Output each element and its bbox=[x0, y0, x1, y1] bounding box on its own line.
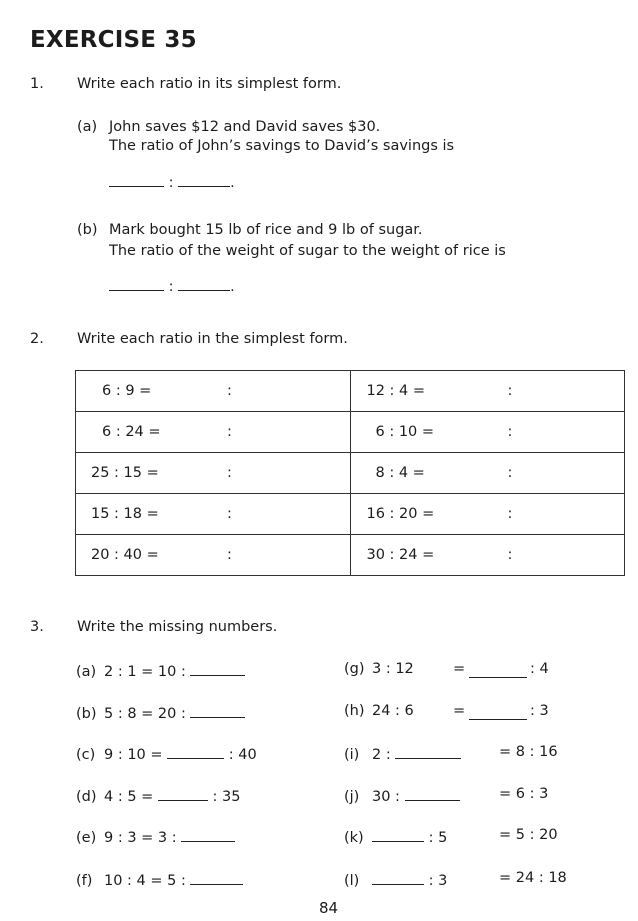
answer-colon: : bbox=[507, 424, 513, 440]
q3a-expression: 2 : 1 = 10 : bbox=[104, 664, 186, 680]
q3g-label: (g) bbox=[344, 661, 365, 677]
q1b-colon: : bbox=[168, 279, 174, 295]
q3d-label: (d) bbox=[76, 789, 97, 805]
q3c-tail: : 40 bbox=[228, 747, 257, 763]
q3b-expression: 5 : 8 = 20 : bbox=[104, 706, 186, 722]
q3d-expression: 4 : 5 = bbox=[104, 789, 154, 805]
q3f-item bbox=[76, 870, 243, 889]
q1a-line2: The ratio of John’s savings to David’s savings is bbox=[109, 138, 455, 154]
ratio-cell[interactable] bbox=[76, 494, 351, 535]
answer-colon: : bbox=[507, 506, 513, 522]
q3b-blank[interactable] bbox=[190, 703, 245, 718]
q3l-label: (l) bbox=[344, 873, 360, 889]
q1a-period: . bbox=[230, 175, 235, 191]
q1b-label: (b) bbox=[77, 222, 98, 238]
table-row bbox=[76, 453, 625, 494]
exercise-title: EXERCISE 35 bbox=[30, 27, 197, 53]
q1a-line1 bbox=[77, 119, 380, 135]
ratio-cell[interactable] bbox=[350, 412, 625, 453]
ratio-expression: 6 : 9 = bbox=[102, 383, 152, 399]
answer-colon: : bbox=[507, 547, 513, 563]
q3f-blank[interactable] bbox=[190, 870, 243, 885]
q1b-answer-row bbox=[109, 276, 235, 295]
q3c-expression: 9 : 10 = bbox=[104, 747, 163, 763]
ratio-expression: 8 : 4 = bbox=[375, 465, 425, 481]
q3h-expression: 24 : 6 bbox=[372, 703, 414, 719]
table-row bbox=[76, 371, 625, 412]
answer-colon: : bbox=[507, 465, 513, 481]
q2-instruction: Write each ratio in the simplest form. bbox=[77, 331, 348, 347]
q3k-item bbox=[344, 827, 447, 846]
q3g-item bbox=[344, 661, 414, 677]
q3-number: 3. bbox=[30, 619, 44, 635]
ratio-expression: 6 : 24 = bbox=[102, 424, 161, 440]
q3-instruction: Write the missing numbers. bbox=[77, 619, 278, 635]
q1b-line1 bbox=[77, 222, 423, 238]
q3g-equals: = bbox=[453, 661, 466, 677]
q1a-label: (a) bbox=[77, 119, 98, 135]
q3a-label: (a) bbox=[76, 664, 97, 680]
q3e-blank[interactable] bbox=[181, 827, 235, 842]
q3b-label: (b) bbox=[76, 706, 97, 722]
ratio-cell[interactable] bbox=[76, 412, 351, 453]
q1a-blank-1[interactable] bbox=[109, 172, 164, 187]
q3l-item bbox=[344, 870, 447, 889]
q1a-colon: : bbox=[168, 175, 174, 191]
page-number: 84 bbox=[319, 899, 339, 917]
q3e-label: (e) bbox=[76, 830, 97, 846]
q1b-text: Mark bought 15 lb of rice and 9 lb of sugar. bbox=[109, 222, 423, 238]
q1-number: 1. bbox=[30, 76, 44, 92]
q3l-tail: : 3 bbox=[428, 873, 448, 889]
q3b-item bbox=[76, 703, 245, 722]
q3i-label: (i) bbox=[344, 747, 360, 763]
q1b-blank-1[interactable] bbox=[109, 276, 164, 291]
ratio-cell[interactable] bbox=[76, 535, 351, 576]
q3h-blank[interactable] bbox=[469, 705, 527, 720]
answer-colon: : bbox=[227, 465, 232, 481]
q3d-blank[interactable] bbox=[158, 786, 208, 801]
q3a-blank[interactable] bbox=[190, 661, 245, 676]
table-row bbox=[76, 494, 625, 535]
q3k-blank[interactable] bbox=[372, 827, 424, 842]
ratio-cell[interactable] bbox=[76, 453, 351, 494]
q3d-item bbox=[76, 786, 241, 805]
q3h-equals: = bbox=[453, 703, 466, 719]
ratio-expression: 12 : 4 = bbox=[366, 383, 426, 399]
q3i-blank[interactable] bbox=[395, 744, 461, 759]
q3k-tail: : 5 bbox=[428, 830, 448, 846]
answer-colon: : bbox=[227, 383, 232, 399]
q3g-expression: 3 : 12 bbox=[372, 661, 414, 677]
answer-colon: : bbox=[227, 506, 232, 522]
q1a-answer-row bbox=[109, 172, 235, 191]
q3g-blank[interactable] bbox=[469, 663, 527, 678]
q3j-expression: 30 : bbox=[372, 789, 400, 805]
q3c-item bbox=[76, 744, 257, 763]
table-row bbox=[76, 535, 625, 576]
q3j-item bbox=[344, 786, 460, 805]
ratio-expression: 20 : 40 = bbox=[91, 547, 159, 563]
q3i-expression: 2 : bbox=[372, 747, 391, 763]
q1-instruction: Write each ratio in its simplest form. bbox=[77, 76, 342, 92]
q3j-label: (j) bbox=[344, 789, 360, 805]
q3k-answer: = 5 : 20 bbox=[499, 827, 558, 843]
table-row bbox=[76, 412, 625, 453]
q1b-blank-2[interactable] bbox=[178, 276, 230, 291]
q3h-tail: : 3 bbox=[530, 703, 549, 719]
ratio-expression: 15 : 18 = bbox=[91, 506, 159, 522]
ratio-expression: 30 : 24 = bbox=[366, 547, 435, 563]
ratio-cell[interactable] bbox=[76, 371, 351, 412]
q1a-blank-2[interactable] bbox=[178, 172, 230, 187]
q3j-answer: = 6 : 3 bbox=[499, 786, 549, 802]
q3l-blank[interactable] bbox=[372, 870, 424, 885]
ratio-expression: 6 : 10 = bbox=[375, 424, 435, 440]
q1b-period: . bbox=[230, 279, 235, 295]
ratio-expression: 25 : 15 = bbox=[91, 465, 159, 481]
q3f-label: (f) bbox=[76, 873, 93, 889]
ratio-cell[interactable] bbox=[350, 494, 625, 535]
q3d-tail: : 35 bbox=[212, 789, 241, 805]
q3k-label: (k) bbox=[344, 830, 364, 846]
q3l-answer: = 24 : 18 bbox=[499, 870, 567, 886]
q3g-tail: : 4 bbox=[530, 661, 549, 677]
ratio-expression: 16 : 20 = bbox=[366, 506, 435, 522]
ratio-table bbox=[75, 370, 625, 576]
q3i-item bbox=[344, 744, 461, 763]
answer-colon: : bbox=[227, 547, 232, 563]
ratio-cell[interactable] bbox=[350, 371, 625, 412]
ratio-cell[interactable] bbox=[350, 453, 625, 494]
q3e-expression: 9 : 3 = 3 : bbox=[104, 830, 177, 846]
q3f-expression: 10 : 4 = 5 : bbox=[104, 873, 186, 889]
q1a-text: John saves $12 and David saves $30. bbox=[109, 119, 381, 135]
ratio-cell[interactable] bbox=[350, 535, 625, 576]
answer-colon: : bbox=[227, 424, 232, 440]
q3a-item bbox=[76, 661, 245, 680]
q3h-item bbox=[344, 703, 414, 719]
answer-colon: : bbox=[507, 383, 513, 399]
q2-number: 2. bbox=[30, 331, 44, 347]
q3i-answer: = 8 : 16 bbox=[499, 744, 558, 760]
q3h-label: (h) bbox=[344, 703, 365, 719]
q1b-line2: The ratio of the weight of sugar to the weight of rice is bbox=[109, 243, 506, 259]
q3j-blank[interactable] bbox=[405, 786, 460, 801]
q3c-label: (c) bbox=[76, 747, 96, 763]
q3c-blank[interactable] bbox=[167, 744, 224, 759]
q3e-item bbox=[76, 827, 235, 846]
